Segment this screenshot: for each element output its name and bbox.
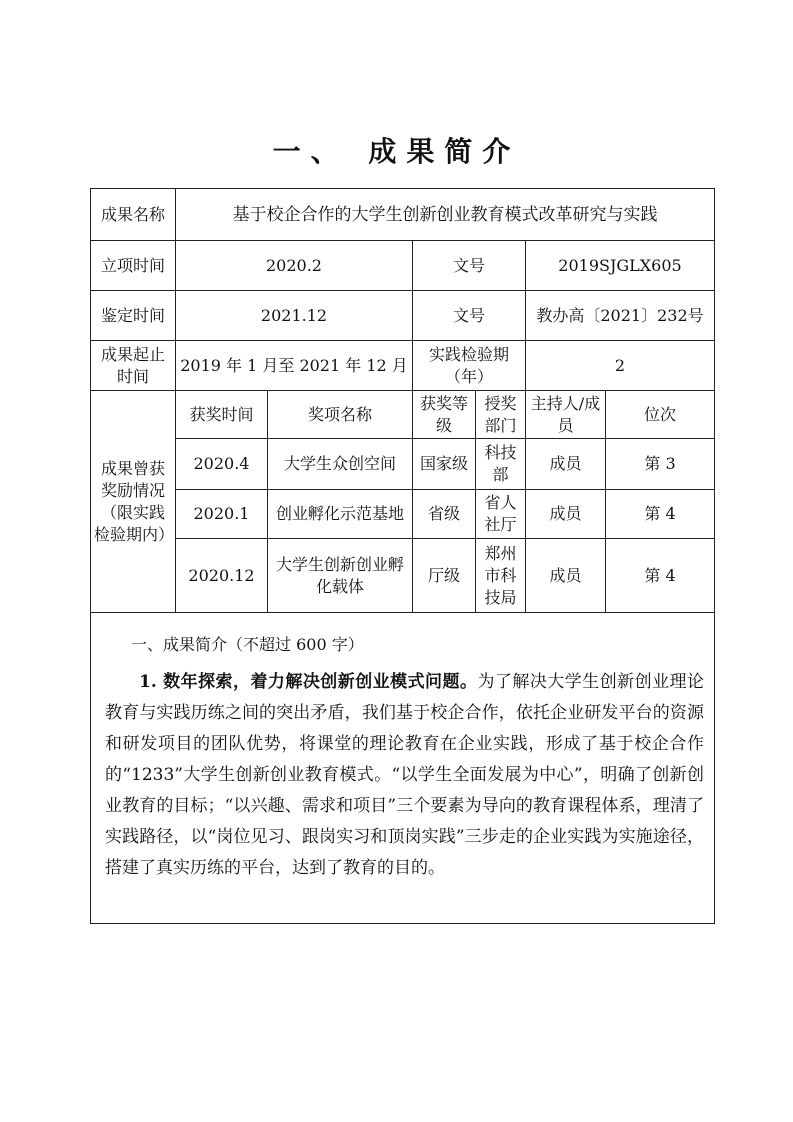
intro-cell <box>91 613 715 924</box>
award-cell: 2020.4 <box>176 439 268 490</box>
row-period <box>91 341 715 391</box>
intro-row <box>91 613 715 924</box>
awards-header-cell: 奖项名称 <box>268 391 413 439</box>
award-cell: 国家级 <box>413 439 476 490</box>
value-period: 2019 年 1 月至 2021 年 12 月 <box>176 341 413 391</box>
award-cell: 省级 <box>413 490 476 539</box>
award-cell: 创业孵化示范基地 <box>268 490 413 539</box>
award-cell: 第 4 <box>606 539 715 613</box>
row-achievement-name <box>91 189 715 241</box>
value-check-period: 2 <box>526 341 715 391</box>
award-cell: 成员 <box>526 439 606 490</box>
label-appraisal-time: 鉴定时间 <box>91 291 176 341</box>
award-cell: 大学生创新创业孵化载体 <box>268 539 413 613</box>
label-achievement-name: 成果名称 <box>91 189 176 241</box>
value-doc-number-1: 2019SJGLX605 <box>526 241 715 291</box>
award-row <box>91 539 715 613</box>
award-cell: 成员 <box>526 539 606 613</box>
intro-body-text: 为了解决大学生创新创业理论教育与实践历练之间的突出矛盾，我们基于校企合作，依托企业研发平台的资源和研发项目的团队优势，将课堂的理论教育在企业实践，形成了基于校企合作的“1233”大学生创新创业教育模式。“以学生全面发展为中心”，明确了创新创业教育的目标；“以兴趣、需求和项目”三个要素为导向的教育课程体系，理清了实践路径，以“岗位见习、跟岗实习和顶岗实践”三步走的企业实践为实施途径，搭建了真实历练的平台，达到了教育的目的。 <box>105 672 704 878</box>
award-cell: 第 3 <box>606 439 715 490</box>
award-row <box>91 490 715 539</box>
label-period: 成果起止时间 <box>91 341 176 391</box>
page-title: 一、 成果简介 <box>272 135 521 168</box>
label-awards-section: 成果曾获奖励情况（限实践检验期内） <box>91 391 176 613</box>
award-cell: 2020.12 <box>176 539 268 613</box>
achievement-table <box>90 188 715 924</box>
value-project-time: 2020.2 <box>176 241 413 291</box>
awards-header-row <box>91 391 715 439</box>
label-doc-number-2: 文号 <box>413 291 526 341</box>
award-cell: 大学生众创空间 <box>268 439 413 490</box>
award-cell: 第 4 <box>606 490 715 539</box>
awards-header-cell: 授奖部门 <box>476 391 526 439</box>
award-row <box>91 439 715 490</box>
awards-header-cell: 获奖时间 <box>176 391 268 439</box>
intro-heading: 一、成果简介（不超过 600 字） <box>131 635 364 654</box>
award-cell: 成员 <box>526 490 606 539</box>
value-appraisal-time: 2021.12 <box>176 291 413 341</box>
value-achievement-name: 基于校企合作的大学生创新创业教育模式改革研究与实践 <box>176 189 715 241</box>
awards-header-cell: 位次 <box>606 391 715 439</box>
label-check-period: 实践检验期（年） <box>413 341 526 391</box>
award-cell: 科技部 <box>476 439 526 490</box>
row-appraisal-time <box>91 291 715 341</box>
row-project-time <box>91 241 715 291</box>
award-cell: 厅级 <box>413 539 476 613</box>
award-cell: 2020.1 <box>176 490 268 539</box>
awards-header-cell: 主持人/成员 <box>526 391 606 439</box>
award-cell: 省人社厅 <box>476 490 526 539</box>
value-doc-number-2: 教办高〔2021〕232号 <box>526 291 715 341</box>
intro-bold-lead: 1. 数年探索，着力解决创新创业模式问题。 <box>139 672 478 692</box>
award-cell: 郑州市科技局 <box>476 539 526 613</box>
intro-paragraph <box>105 667 704 884</box>
awards-header-cell: 获奖等级 <box>413 391 476 439</box>
label-project-time: 立项时间 <box>91 241 176 291</box>
label-doc-number-1: 文号 <box>413 241 526 291</box>
